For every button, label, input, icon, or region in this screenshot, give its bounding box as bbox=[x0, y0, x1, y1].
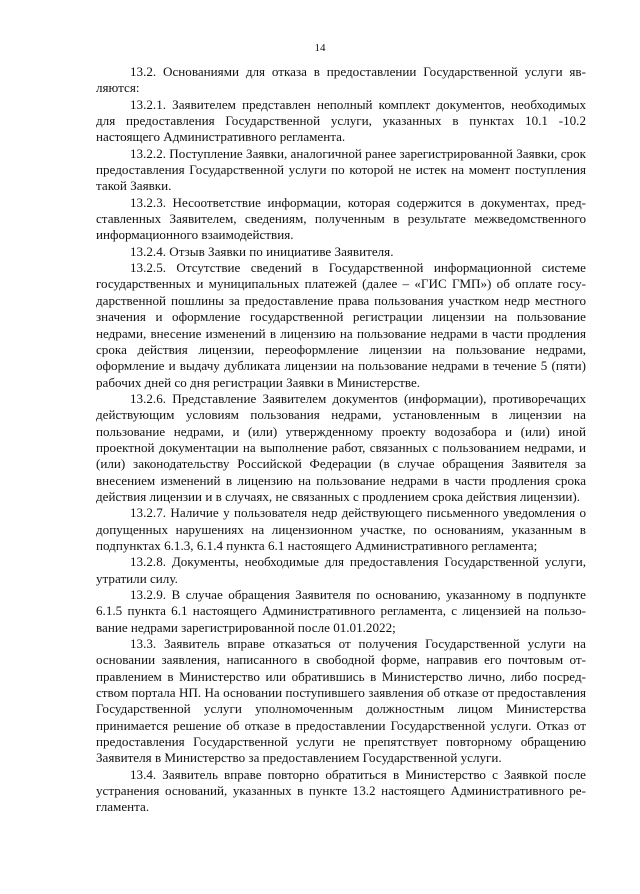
paragraph-13-4: 13.4. Заявитель вправе повторно обратиться в Министерство с Заявкой после устранения оснований, указанных в пункте 13.2 настоящего Административного регламента. bbox=[96, 766, 586, 815]
paragraph-13-2: 13.2. Основаниями для отказа в предоставлении Государственной услуги являются: bbox=[96, 64, 586, 96]
paragraph-13-2-1: 13.2.1. Заявителем представлен неполный комплект документов, необходимых для предоставления Государственной услуги, указанных в пунктах 10.1 -10.2 настоящего Административного регламента. bbox=[96, 96, 586, 145]
document-body bbox=[96, 64, 586, 816]
paragraph-13-2-7: 13.2.7. Наличие у пользователя недр действующего письменного уведомления о допущенных нарушениях на лицензионном участке, по основаниям, указанным в подпунктах 6.1.3, 6.1.4 пункта 6.1 настоящего Административного регламента; bbox=[96, 505, 586, 553]
page-number: 14 bbox=[314, 42, 326, 54]
paragraph-13-2-3: 13.2.3. Несоответствие информации, которая содержится в документах, представленных Заявителем, сведениям, полученным в результате межведомственного информационного взаимодействия. bbox=[96, 194, 586, 243]
paragraph-13-2-9: 13.2.9. В случае обращения Заявителя по основанию, указанному в подпункте 6.1.5 пункта 6.1 настоящего Административного регламента, с лицензией на пользование недрами зарегистрированной после 01.01.2022; bbox=[96, 587, 586, 635]
paragraph-13-2-8: 13.2.8. Документы, необходимые для предоставления Государственной услуги, утратили силу. bbox=[96, 554, 586, 586]
paragraph-13-2-4: 13.2.4. Отзыв Заявки по инициативе Заявителя. bbox=[130, 243, 394, 259]
paragraph-13-3: 13.3. Заявитель вправе отказаться от получения Государственной услуги на основании заявления, написанного в свободной форме, направив его почтовым отправлением в Министерство или обратившись в Министерство лично, либо посредством портала НП. На основании поступившего заявления об отказе от предоставления Государственной услуги уполномоченным должностным лицом Министерства принимается решение об отказе в предоставлении Государственной услуги. Отказ от предоставления Государственной услуги не препятствует повторному обращению Заявителя в Министерство за предоставлением Государственной услуги. bbox=[96, 636, 586, 766]
paragraph-13-2-5: 13.2.5. Отсутствие сведений в Государственной информационной системе государственных и муниципальных платежей (далее – «ГИС ГМП») об оплате государственной пошлины за предоставление права пользования участком недр местного значения и оформление государственной регистрации лицензии на пользование недрами, внесение изменений в лицензию на пользование недрами в части продления срока действия лицензии, переоформление лицензии на пользование недрами, оформление и выдачу дубликата лицензии на пользование недрами в течение 5 (пяти) рабочих дней со дня регистрации Заявки в Министерстве. bbox=[96, 260, 586, 390]
paragraph-13-2-2: 13.2.2. Поступление Заявки, аналогичной ранее зарегистрированной Заявки, срок предоставления Государственной услуги по которой не истек на момент поступления такой Заявки. bbox=[96, 145, 586, 194]
paragraph-13-2-6: 13.2.6. Представление Заявителем документов (информации), противоречащих действующим условиям пользования недрами, установленным в лицензии на пользование недрами, и (или) утвержденному проекту водозабора и (или) иной проектной документации на выполнение работ, связанных с пользованием недрами, и (или) законодательству Российской Федерации (в случае обращения Заявителя за внесением изменений в лицензию на пользование недрами в части продления срока действия лицензии и в случаях, не связанных с продлением срока действия лицензии). bbox=[96, 390, 586, 504]
